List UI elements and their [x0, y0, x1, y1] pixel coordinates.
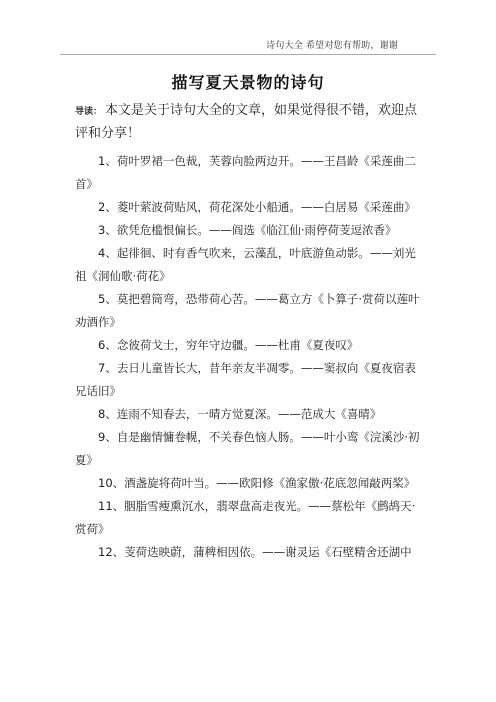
poem-line: 2、菱叶萦波荷贴风，荷花深处小船通。——白居易《采莲曲》	[98, 200, 416, 214]
poem-line: 12、芰荷迭映蔚，蒲稗相因依。——谢灵运《石壁精舍还湖中	[98, 545, 412, 559]
poem-line: 3、欲凭危槛恨偏长。——阎选《临江仙·雨停荷芰逗浓香》	[98, 223, 397, 237]
poem-line: 4、起徘徊、时有香气吹来，云藻乱，叶底游鱼动影。——刘光祖《洞仙歌·荷花》	[75, 246, 416, 283]
page-header-text: 诗句大全 希望对您有帮助，谢谢	[266, 41, 398, 51]
poem-list	[75, 150, 425, 564]
intro-label: 导读：	[75, 107, 103, 117]
intro-paragraph	[75, 100, 425, 144]
poem-line: 8、连雨不知春去，一晴方觉夏深。——范成大《喜晴》	[98, 407, 382, 421]
poem-line: 10、酒盏旋将荷叶当。——欧阳修《渔家傲·花底忽闻敲两桨》	[98, 476, 416, 490]
poem-line: 5、莫把碧筒弯，恐带荷心苦。——葛立方《卜算子·赏荷以莲叶劝酒作》	[75, 292, 420, 329]
document-title: 描写夏天景物的诗句	[171, 73, 325, 92]
intro-text: 本文是关于诗句大全的文章，如果觉得很不错，欢迎点评和分享！	[75, 103, 418, 141]
poem-line: 7、去日儿童皆长大，昔年亲友半凋零。——窦叔向《夏夜宿表兄话旧》	[75, 361, 416, 398]
header-divider	[60, 54, 436, 55]
poem-line: 6、念彼荷戈士，穷年守边疆。——杜甫《夏夜叹》	[98, 338, 359, 352]
poem-line: 1、荷叶罗裙一色裁，芙蓉向脸两边开。——王昌龄《采莲曲二首》	[75, 154, 416, 191]
poem-line: 11、胭脂雪瘦熏沉水，翡翠盘高走夜光。——蔡松年《鹧鸪天·赏荷》	[75, 499, 416, 536]
poem-line: 9、自是幽情慵卷幌，不关春色恼人肠。——叶小鸾《浣溪沙·初夏》	[75, 430, 420, 467]
